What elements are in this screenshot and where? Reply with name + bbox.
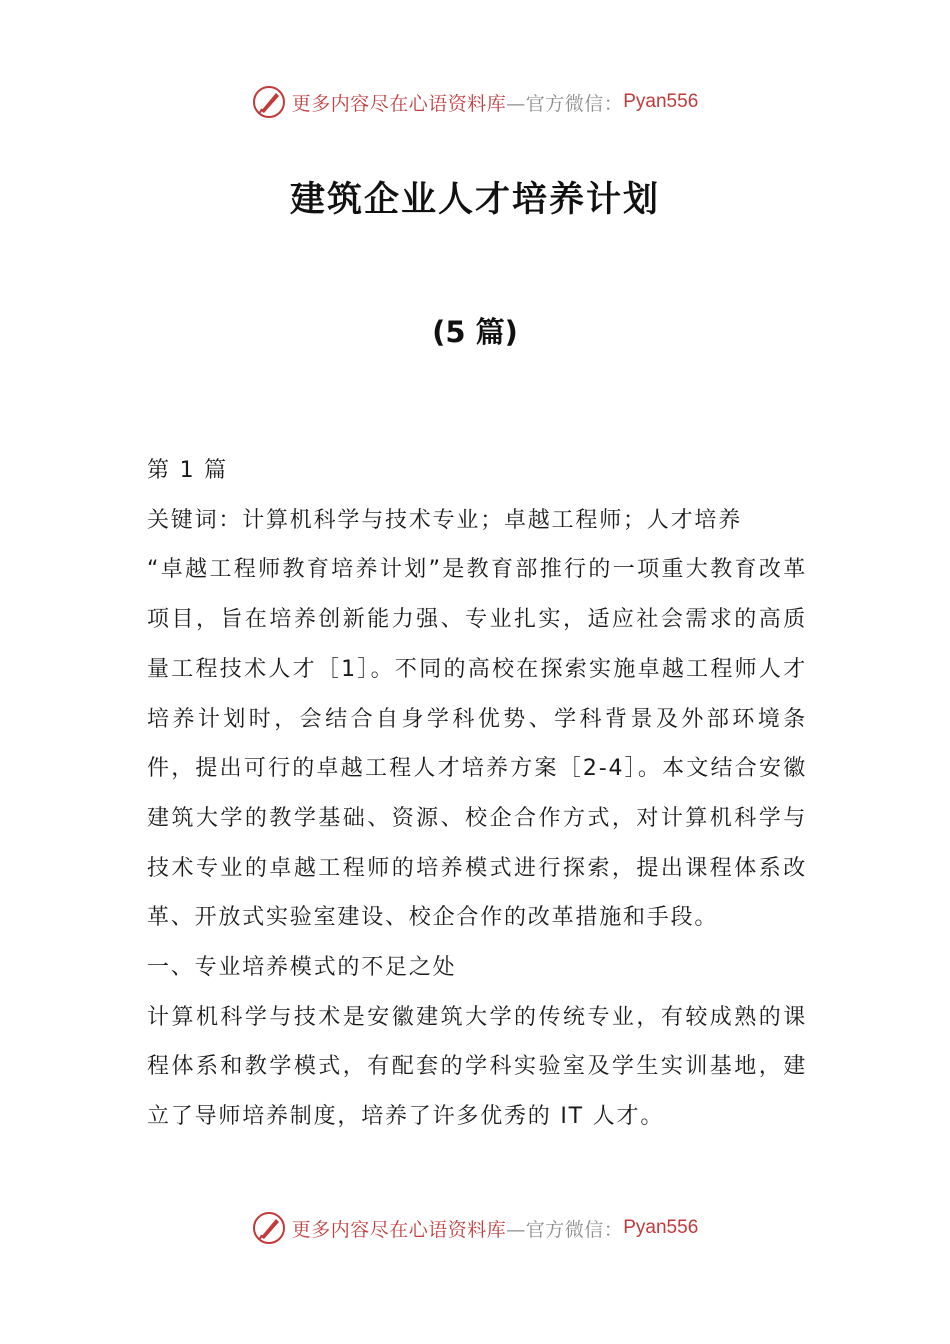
keywords-line: 关键词：计算机科学与技术专业；卓越工程师；人才培养 [147,507,743,533]
watermark-wechat-id: Pyan556 [623,91,699,112]
watermark-banner-bottom [0,1208,950,1248]
watermark-prefix: 更多内容尽在心语资料库 [291,92,507,115]
watermark-banner-top [0,82,950,122]
body-paragraph: “卓越工程师教育培养计划”是教育部推行的一项重大教育改革项目，旨在培养创新能力强、专业扎实，适应社会需求的高质量工程技术人才［1］。不同的高校在探索实施卓越工程师人才培养计划时，会结合自身学科优势、学科背景及外部环境条件，提出可行的卓越工程人才培养方案［2-4］。本文结合安徽建筑大学的教学基础、资源、校企合作方式，对计算机科学与技术专业的卓越工程师的培养模式进行探索，提出课程体系改革、开放式实验室建设、校企合作的改革措施和手段。 [147,557,807,931]
document-title: 建筑企业人才培养计划 [289,180,660,220]
watermark-prefix: 更多内容尽在心语资料库 [291,1218,507,1241]
section-heading: 一、专业培养模式的不足之处 [147,955,457,981]
watermark-wechat-id: Pyan556 [623,1217,699,1238]
quill-logo-icon [252,1211,286,1245]
body-paragraph: 计算机科学与技术是安徽建筑大学的传统专业，有较成熟的课程体系和教学模式，有配套的学科实验室及学生实训基地，建立了导师培养制度，培养了许多优秀的 IT 人才。 [147,1004,807,1130]
watermark-dash: —官方微信： [506,1218,624,1241]
document-subtitle: (5 篇) [432,315,518,349]
section-label: 第 1 篇 [147,458,228,483]
document-body [147,446,807,1142]
watermark-dash: —官方微信： [506,92,624,115]
quill-logo-icon [252,85,286,119]
